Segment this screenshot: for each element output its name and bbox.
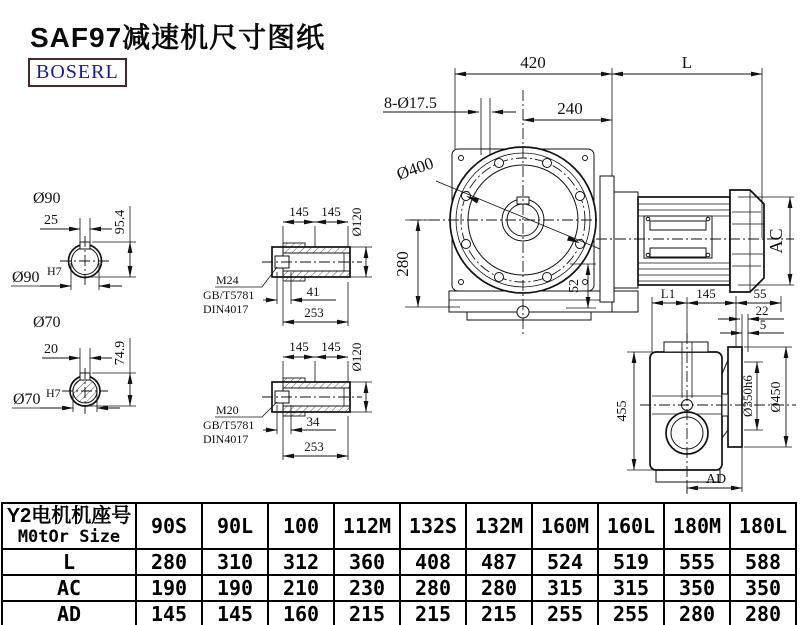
motor-view: [596, 176, 794, 302]
column-header: 160M: [532, 503, 598, 549]
shaft-bore-70-view: [12, 314, 136, 414]
side-dim-455-label: 455: [615, 400, 630, 422]
cell: 215: [466, 601, 532, 625]
dim-420-label: 420: [520, 53, 546, 72]
column-header: 180M: [664, 503, 730, 549]
cell: 487: [466, 549, 532, 575]
hollow20-std2-label: DIN4017: [203, 432, 249, 446]
cell: 280: [136, 549, 202, 575]
cell: 210: [268, 575, 334, 601]
table-header-cn: Y2电机机座号: [6, 505, 132, 527]
hollow24-depth-label: 41: [306, 284, 320, 299]
hollow20-total-label: 253: [304, 439, 324, 454]
cell: 255: [532, 601, 598, 625]
column-header: 180L: [730, 503, 796, 549]
cell: 215: [400, 601, 466, 625]
row-label: AD: [2, 601, 136, 625]
column-header: 100: [268, 503, 334, 549]
cell: 215: [334, 601, 400, 625]
shaft90-key-width-label: 25: [44, 213, 58, 228]
shaft70-bore-tol-label: H7: [46, 386, 61, 400]
dim-flange-dia-label: Ø400: [394, 153, 437, 184]
shaft90-key-height-label: 95.4: [113, 209, 128, 235]
cell: 350: [664, 575, 730, 601]
shaft90-bore-label: Ø90: [12, 269, 40, 286]
cell: 145: [202, 601, 268, 625]
cell: 350: [730, 575, 796, 601]
cell: 555: [664, 549, 730, 575]
dim-52-label: 52: [567, 279, 582, 293]
cell: 408: [400, 549, 466, 575]
dim-ac-label: AC: [766, 228, 786, 254]
shaft90-title: Ø90: [33, 190, 61, 207]
column-header: 132S: [400, 503, 466, 549]
side-dim-55-label: 55: [753, 286, 767, 301]
cell: 190: [202, 575, 268, 601]
shaft70-key-width-label: 20: [44, 342, 58, 357]
table-row-AC: [2, 575, 796, 601]
side-dim-ad-label: AD: [705, 472, 727, 487]
shaft-bore-90-view: [11, 190, 136, 290]
hollow24-std1-label: GB/T5781: [203, 288, 255, 302]
column-header: 132M: [466, 503, 532, 549]
side-dim-145-label: 145: [696, 286, 716, 301]
column-header: 112M: [334, 503, 400, 549]
cell: 255: [598, 601, 664, 625]
motor-size-table: [1, 502, 797, 625]
hollow20-len2-label: 145: [321, 339, 341, 354]
table-header-row: [2, 503, 796, 549]
cell: 588: [730, 549, 796, 575]
cell: 519: [598, 549, 664, 575]
hollow-shaft-m20-view: [203, 339, 372, 460]
hollow-shaft-m24-view: [203, 204, 372, 326]
cell: 160: [268, 601, 334, 625]
shaft70-key-height-label: 74.9: [113, 340, 128, 366]
cell: 280: [400, 575, 466, 601]
hollow24-std2-label: DIN4017: [203, 302, 249, 316]
cell: 524: [532, 549, 598, 575]
table-row-AD: [2, 601, 796, 625]
hollow24-total-label: 253: [304, 305, 324, 320]
hollow24-thread-label: M24: [216, 273, 239, 287]
cell: 360: [334, 549, 400, 575]
column-header: 90S: [136, 503, 202, 549]
cell: 310: [202, 549, 268, 575]
cell: 315: [532, 575, 598, 601]
hollow20-thread-label: M20: [216, 403, 239, 417]
page-title: SAF97减速机尺寸图纸: [30, 22, 326, 53]
shaft90-bore-tol-label: H7: [47, 264, 62, 278]
dim-l-label: L: [681, 53, 693, 72]
row-label: AC: [2, 575, 136, 601]
table-header-en: M0tOr Size: [17, 527, 121, 547]
table-row-L: [2, 549, 796, 575]
cell: 190: [136, 575, 202, 601]
hollow24-len2-label: 145: [321, 204, 341, 219]
shaft70-bore-label: Ø70: [13, 391, 41, 408]
hollow20-std1-label: GB/T5781: [203, 418, 255, 432]
side-flange-dia-label: Ø450: [769, 381, 784, 413]
side-dim-5-label: 5: [759, 317, 767, 332]
side-dim-22-label: 22: [755, 303, 769, 318]
table-header-motor-size: [2, 503, 136, 549]
dim-240-label: 240: [557, 99, 583, 118]
cell: 280: [664, 601, 730, 625]
dim-280-label: 280: [393, 251, 412, 277]
hollow20-dia-label: Ø120: [349, 342, 364, 372]
logo: BOSERL: [28, 58, 127, 87]
hollow24-dia-label: Ø120: [349, 207, 364, 237]
row-label: L: [2, 549, 136, 575]
side-view: [615, 286, 796, 494]
hollow24-len1-label: 145: [289, 204, 309, 219]
cell: 312: [268, 549, 334, 575]
cell: 280: [730, 601, 796, 625]
column-header: 160L: [598, 503, 664, 549]
column-header: 90L: [202, 503, 268, 549]
hollow20-len1-label: 145: [289, 339, 309, 354]
cell: 145: [136, 601, 202, 625]
shaft70-title: Ø70: [33, 314, 61, 331]
side-dim-l1-label: L1: [660, 286, 676, 301]
cell: 230: [334, 575, 400, 601]
side-spigot-dia-label: Ø350h6: [740, 375, 755, 417]
cell: 315: [598, 575, 664, 601]
dim-bolt-holes-label: 8-Ø17.5: [384, 95, 437, 112]
hollow20-depth-label: 34: [306, 414, 320, 429]
cell: 280: [466, 575, 532, 601]
